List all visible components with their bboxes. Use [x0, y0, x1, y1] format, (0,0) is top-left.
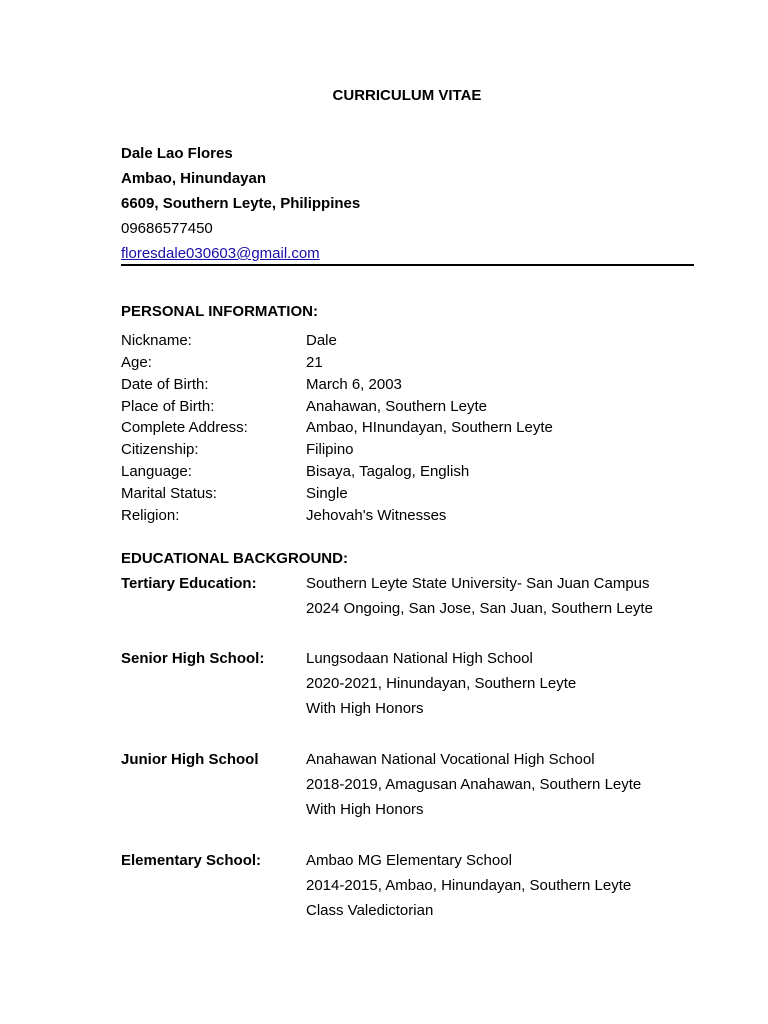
document-title: CURRICULUM VITAE: [332, 87, 482, 104]
personal-value: 21: [306, 354, 323, 371]
school-name: Ambao MG Elementary School: [306, 852, 512, 869]
personal-label: Place of Birth:: [121, 398, 215, 415]
personal-value: Anahawan, Southern Leyte: [306, 398, 487, 415]
education-level-label: Junior High School: [121, 751, 259, 768]
school-details: 2018-2019, Amagusan Anahawan, Southern Leyte: [306, 776, 642, 793]
school-name: Anahawan National Vocational High School: [306, 751, 595, 768]
school-details: 2014-2015, Ambao, Hinundayan, Southern Leyte: [306, 877, 632, 894]
personal-label: Age:: [121, 354, 152, 371]
school-honors: Class Valedictorian: [306, 902, 434, 919]
personal-value: Filipino: [306, 441, 354, 458]
personal-label: Citizenship:: [121, 441, 199, 458]
education-level-label: Tertiary Education:: [121, 575, 257, 592]
personal-value: Ambao, HInundayan, Southern Leyte: [306, 419, 553, 436]
personal-label: Religion:: [121, 507, 180, 524]
personal-value: March 6, 2003: [306, 376, 402, 393]
personal-value: Dale: [306, 332, 337, 349]
phone-number: 09686577450: [121, 220, 213, 237]
school-name: Southern Leyte State University- San Juan Campus: [306, 575, 650, 592]
education-heading: EDUCATIONAL BACKGROUND:: [121, 550, 348, 567]
email-link[interactable]: floresdale030603@gmail.com: [121, 245, 320, 262]
personal-info-heading: PERSONAL INFORMATION:: [121, 303, 318, 320]
personal-value: Bisaya, Tagalog, English: [306, 463, 470, 480]
school-details: 2020-2021, Hinundayan, Southern Leyte: [306, 675, 577, 692]
header-divider: [121, 264, 694, 266]
personal-value: Jehovah's Witnesses: [306, 507, 447, 524]
personal-value: Single: [306, 485, 348, 502]
education-level-label: Elementary School:: [121, 852, 262, 869]
personal-label: Nickname:: [121, 332, 192, 349]
personal-label: Marital Status:: [121, 485, 217, 502]
address-line-2: 6609, Southern Leyte, Philippines: [121, 195, 361, 212]
applicant-name: Dale Lao Flores: [121, 145, 233, 162]
school-name: Lungsodaan National High School: [306, 650, 533, 667]
school-honors: With High Honors: [306, 700, 424, 717]
personal-label: Date of Birth:: [121, 376, 209, 393]
school-details: 2024 Ongoing, San Jose, San Juan, Southern Leyte: [306, 600, 653, 617]
school-honors: With High Honors: [306, 801, 424, 818]
address-line-1: Ambao, Hinundayan: [121, 170, 267, 187]
personal-label: Language:: [121, 463, 192, 480]
personal-label: Complete Address:: [121, 419, 248, 436]
education-level-label: Senior High School:: [121, 650, 265, 667]
